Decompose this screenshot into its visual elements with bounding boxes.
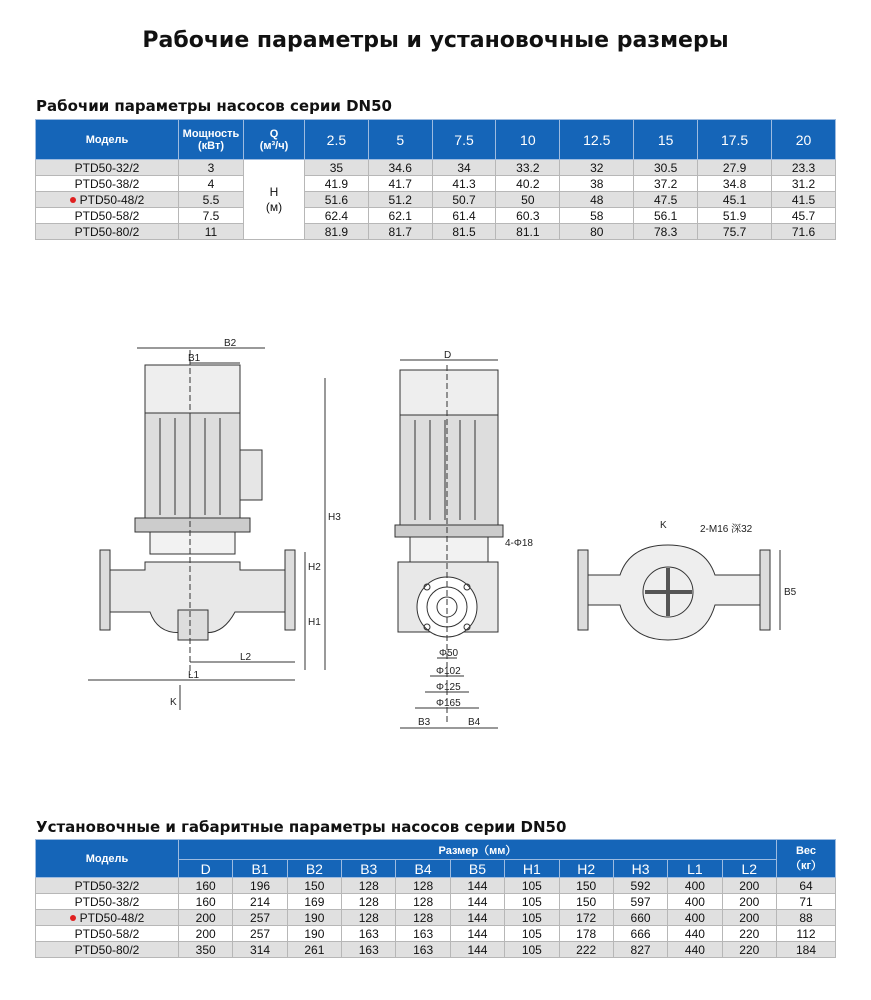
dimensions-table [35,839,836,958]
dimension-cell: 144 [450,878,504,894]
model-cell: PTD50-32/2 [36,160,179,176]
head-value-cell: 61.4 [432,208,496,224]
pump-drawings [0,330,871,750]
head-value-cell: 34.8 [698,176,772,192]
flow-header: 17.5 [698,120,772,160]
dimension-cell: 172 [559,910,613,926]
head-value-cell: 50 [496,192,560,208]
dimension-cell: 105 [505,910,559,926]
marker-dot-icon [70,915,76,921]
head-value-cell: 51.2 [368,192,432,208]
dimension-cell: 257 [233,910,287,926]
power-header: Мощность (кВт) [179,120,244,160]
dimension-cell: 144 [450,926,504,942]
weight-header: Вес （кг） [777,840,836,878]
weight-cell: 112 [777,926,836,942]
dimension-column-header: B5 [450,860,504,878]
power-cell: 11 [179,224,244,240]
flow-header: 5 [368,120,432,160]
dimension-cell: 150 [559,878,613,894]
dim-d50-label: Φ50 [439,648,459,659]
weight-cell: 88 [777,910,836,926]
dimension-cell: 128 [396,910,450,926]
size-header: Размер（мм） [179,840,777,860]
dimension-cell: 220 [722,942,776,958]
dimension-cell: 190 [287,910,341,926]
dimension-cell: 163 [342,942,396,958]
head-value-cell: 71.6 [772,224,836,240]
dimension-column-header: L2 [722,860,776,878]
dimension-cell: 660 [613,910,667,926]
flow-header: 12.5 [560,120,634,160]
table-row [36,176,836,192]
dimension-cell: 350 [179,942,233,958]
head-value-cell: 60.3 [496,208,560,224]
dim-b5-label: B5 [784,587,797,598]
dimension-column-header: B4 [396,860,450,878]
table-row [36,224,836,240]
head-value-cell: 27.9 [698,160,772,176]
dimension-cell: 200 [179,910,233,926]
dimension-cell: 128 [396,894,450,910]
dim-d125-label: Φ125 [436,682,461,693]
table-row [36,926,836,942]
head-value-cell: 41.9 [305,176,369,192]
weight-cell: 71 [777,894,836,910]
table-row [36,160,836,176]
flow-header: 20 [772,120,836,160]
head-value-cell: 33.2 [496,160,560,176]
model-cell: PTD50-80/2 [36,942,179,958]
flow-header: 10 [496,120,560,160]
table-row [36,192,836,208]
dimension-cell: 178 [559,926,613,942]
dimension-column-header: H2 [559,860,613,878]
dimension-cell: 105 [505,942,559,958]
table-row [36,894,836,910]
dimension-cell: 190 [287,926,341,942]
dimension-cell: 400 [668,878,722,894]
dimension-cell: 200 [722,910,776,926]
head-value-cell: 30.5 [634,160,698,176]
thread-label: 2-M16 深32 [700,524,753,535]
dimension-cell: 220 [722,926,776,942]
dim-l1-label: L1 [188,670,200,681]
view-k-top-label: K [660,520,667,531]
performance-table-title: Рабочии параметры насосов серии DN50 [36,97,392,115]
holes-label: 4-Φ18 [505,538,533,549]
dimension-cell: 400 [668,910,722,926]
dim-b3-label: B3 [418,717,431,728]
dimension-cell: 200 [179,926,233,942]
dimension-cell: 163 [342,926,396,942]
dim-d-label: D [444,350,452,361]
dimension-cell: 128 [342,894,396,910]
model-header: Модель [36,840,179,878]
dimension-cell: 163 [396,942,450,958]
q-header: Q (м³/ч) [244,120,305,160]
power-cell: 3 [179,160,244,176]
head-value-cell: 51.6 [305,192,369,208]
flow-header: 7.5 [432,120,496,160]
dimension-cell: 257 [233,926,287,942]
power-cell: 7.5 [179,208,244,224]
dim-h1-label: H1 [308,617,321,628]
head-value-cell: 78.3 [634,224,698,240]
dimension-cell: 200 [722,878,776,894]
dimension-cell: 200 [722,894,776,910]
head-value-cell: 45.1 [698,192,772,208]
dimension-cell: 196 [233,878,287,894]
head-value-cell: 81.1 [496,224,560,240]
table-row [36,910,836,926]
dimension-column-header: H1 [505,860,559,878]
head-value-cell: 32 [560,160,634,176]
dimension-cell: 160 [179,878,233,894]
dimension-cell: 128 [396,878,450,894]
dimension-cell: 169 [287,894,341,910]
pump-top-view [578,545,780,640]
dimension-cell: 144 [450,910,504,926]
dimension-column-header: B2 [287,860,341,878]
table-row [36,942,836,958]
head-value-cell: 81.5 [432,224,496,240]
performance-table [35,119,836,240]
dimension-cell: 150 [559,894,613,910]
dimension-cell: 440 [668,942,722,958]
head-value-cell: 50.7 [432,192,496,208]
dimension-cell: 163 [396,926,450,942]
head-value-cell: 40.2 [496,176,560,192]
table-row [36,878,836,894]
model-cell: PTD50-58/2 [36,926,179,942]
dim-h3-label: H3 [328,512,341,523]
dim-l2-label: L2 [240,652,252,663]
dimension-cell: 105 [505,878,559,894]
head-value-cell: 31.2 [772,176,836,192]
dimension-cell: 597 [613,894,667,910]
head-value-cell: 58 [560,208,634,224]
model-cell: PTD50-58/2 [36,208,179,224]
dimension-cell: 261 [287,942,341,958]
weight-cell: 184 [777,942,836,958]
power-cell: 4 [179,176,244,192]
pump-side-view [88,348,325,710]
dim-d102-label: Φ102 [436,666,461,677]
dim-d165-label: Φ165 [436,698,461,709]
head-value-cell: 41.7 [368,176,432,192]
head-label-cell: H (м) [244,160,305,240]
head-value-cell: 45.7 [772,208,836,224]
head-value-cell: 81.9 [305,224,369,240]
flow-header: 2.5 [305,120,369,160]
model-cell: PTD50-48/2 [36,192,179,208]
dimension-cell: 666 [613,926,667,942]
head-value-cell: 23.3 [772,160,836,176]
head-value-cell: 56.1 [634,208,698,224]
dim-b1-label: B1 [188,353,201,364]
dimension-cell: 592 [613,878,667,894]
head-value-cell: 41.5 [772,192,836,208]
table-row [36,208,836,224]
model-cell: PTD50-80/2 [36,224,179,240]
dimension-cell: 400 [668,894,722,910]
model-cell: PTD50-38/2 [36,176,179,192]
head-value-cell: 37.2 [634,176,698,192]
dimension-cell: 105 [505,926,559,942]
dimension-cell: 222 [559,942,613,958]
head-value-cell: 81.7 [368,224,432,240]
view-k-label: K [170,697,177,708]
model-cell: PTD50-48/2 [36,910,179,926]
head-value-cell: 34.6 [368,160,432,176]
head-value-cell: 51.9 [698,208,772,224]
dimension-cell: 105 [505,894,559,910]
dimensions-table-title: Установочные и габаритные параметры насосов серии DN50 [36,818,567,836]
head-value-cell: 80 [560,224,634,240]
head-value-cell: 38 [560,176,634,192]
head-value-cell: 35 [305,160,369,176]
model-cell: PTD50-38/2 [36,894,179,910]
dim-h2-label: H2 [308,562,321,573]
dimension-cell: 214 [233,894,287,910]
dimension-cell: 128 [342,878,396,894]
head-value-cell: 62.4 [305,208,369,224]
head-value-cell: 34 [432,160,496,176]
weight-cell: 64 [777,878,836,894]
model-cell: PTD50-32/2 [36,878,179,894]
dimension-cell: 314 [233,942,287,958]
head-value-cell: 47.5 [634,192,698,208]
dimension-column-header: B3 [342,860,396,878]
head-value-cell: 41.3 [432,176,496,192]
dimension-cell: 128 [342,910,396,926]
head-value-cell: 75.7 [698,224,772,240]
dimension-cell: 150 [287,878,341,894]
dimension-cell: 827 [613,942,667,958]
dimension-column-header: H3 [613,860,667,878]
dimension-cell: 144 [450,894,504,910]
flow-header: 15 [634,120,698,160]
power-cell: 5.5 [179,192,244,208]
page-title: Рабочие параметры и установочные размеры [142,28,729,53]
model-header: Модель [36,120,179,160]
dim-b4-label: B4 [468,717,481,728]
dimension-column-header: B1 [233,860,287,878]
dim-b2-label: B2 [224,338,237,349]
dimension-column-header: D [179,860,233,878]
dimension-cell: 440 [668,926,722,942]
dimension-column-header: L1 [668,860,722,878]
dimension-cell: 144 [450,942,504,958]
head-value-cell: 62.1 [368,208,432,224]
head-value-cell: 48 [560,192,634,208]
dimension-cell: 160 [179,894,233,910]
marker-dot-icon [70,197,76,203]
